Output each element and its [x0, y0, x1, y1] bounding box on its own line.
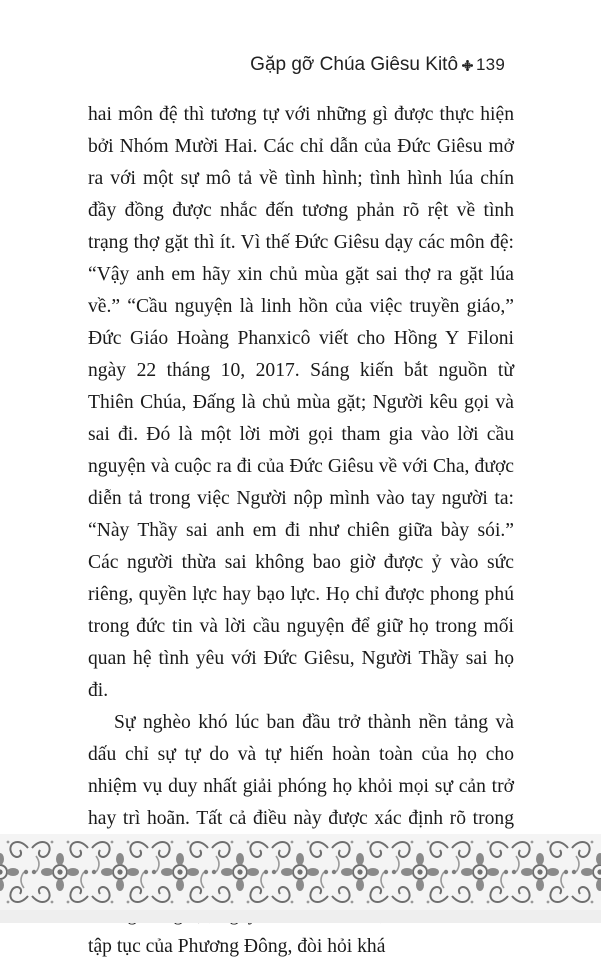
running-title: Gặp gỡ Chúa Giêsu Kitô — [250, 54, 459, 75]
paragraph: hai môn đệ thì tương tự với những gì được thực hiện bởi Nhóm Mười Hai. Các chỉ dẫn của Đức Giêsu mở ra với một sự mô tả về tình hình; tình hình lúa chín đầy đồng được nhắc đến tương phản rõ rệt về tình trạng thợ gặt thì ít. Vì thế Đức Giêsu dạy các môn đệ: “Vậy anh em hãy xin chủ mùa gặt sai thợ ra gặt lúa về.” “Cầu nguyện là linh hồn của việc truyền giáo,” Đức Giáo Hoàng Phanxicô viết cho Hồng Y Filoni ngày 22 tháng 10, 2017. Sáng kiến bắt nguồn từ Thiên Chúa, Đấng là chủ mùa gặt; Người kêu gọi và sai đi. Đó là một lời mời gọi tham gia vào lời cầu nguyện và cuộc ra đi của Đức Giêsu về với Cha, được diễn tả trong việc Người nộp mình vào tay người ta: “Này Thầy sai anh em đi như chiên giữa bày sói.” Các người thừa sai không bao giờ được ỷ vào sức riêng, quyền lực hay bạo lực. Họ chỉ được phong phú trong đức tin và lời cầu nguyện để giữ họ trong mối quan hệ tình yêu với Đức Giêsu, Người Thầy sai họ đi. — [88, 104, 514, 701]
cross-fleury-icon — [462, 60, 473, 71]
running-header — [250, 52, 505, 78]
page-number: 139 — [476, 55, 505, 74]
page-bottom-edge — [0, 910, 601, 923]
paragraph: Sự nghèo khó lúc ban đầu trở thành nền tảng và dấu chỉ sự tự do và tự hiến hoàn toàn của họ cho nhiệm vụ duy nhất giải phóng họ khỏi mọi sự cản trở hay trì hoãn. Tất cả điều này được xác định rõ trong tập tục của Phương Đông, đòi hỏi khá — [88, 712, 514, 957]
floral-border-ornament — [0, 834, 601, 910]
